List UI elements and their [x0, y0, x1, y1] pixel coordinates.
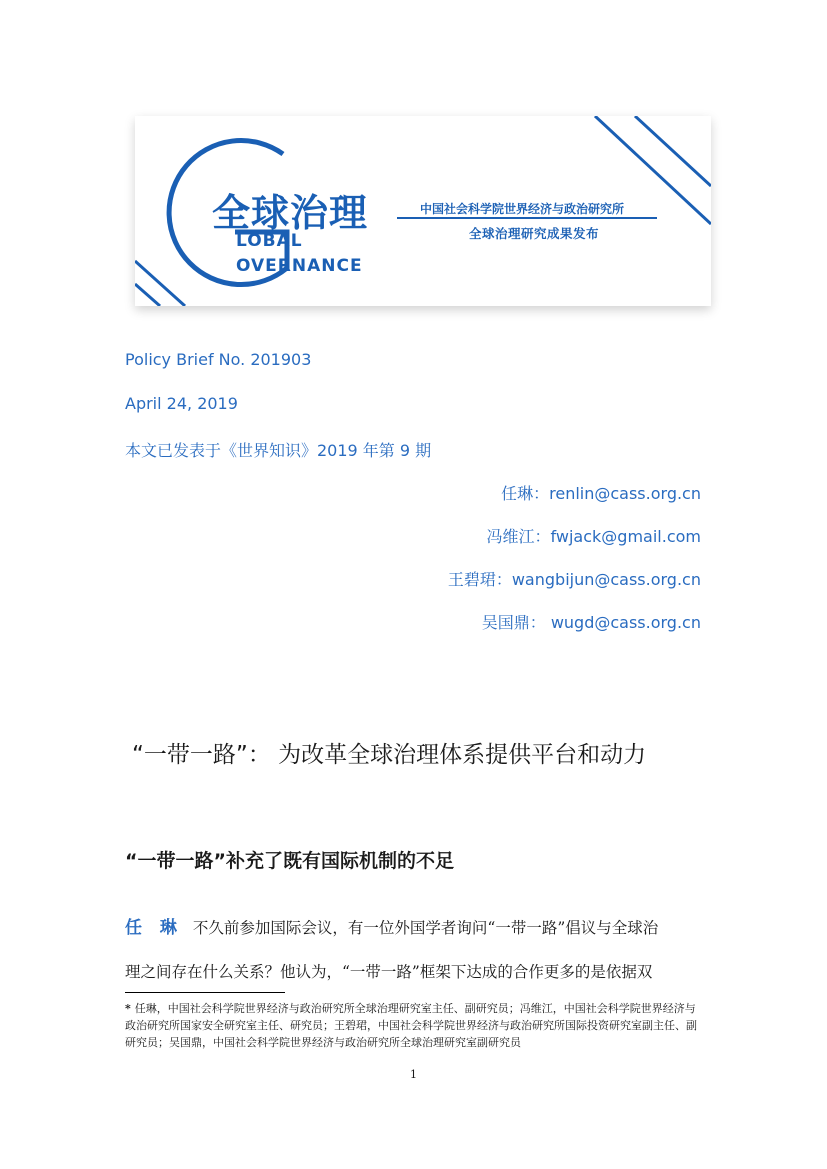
body-text: 不久前参加国际会议，有一位外国学者询问“一带一路”倡议与全球治	[192, 919, 659, 937]
author-contact: 王碧珺：wangbijun@cass.org.cn	[447, 570, 701, 589]
bottom-left-diagonal-1	[135, 261, 185, 306]
publication-date: April 24, 2019	[125, 394, 238, 413]
body-paragraph-line	[125, 913, 701, 938]
main-title: “一带一路”： 为改革全球治理体系提供平台和动力	[132, 742, 647, 768]
author-contact: 任琳：renlin@cass.org.cn	[501, 484, 701, 503]
footnote-rule	[125, 992, 285, 993]
body-text: 理之间存在什么关系？他认为，“一带一路”框架下达成的合作更多的是依据双	[125, 963, 653, 981]
global-word: LOBAL	[236, 231, 303, 251]
institute-name: 中国社会科学院世界经济与政治研究所	[420, 202, 625, 216]
footnote-mark: *	[125, 1002, 131, 1015]
footnote	[125, 1000, 703, 1051]
footnote-text: 任琳，中国社会科学院世界经济与政治研究所全球治理研究室主任、副研究员；冯维江，中国社会科学院世界经济与政治研究所国家安全研究室主任、研究员；王碧珺，中国社会科学院世界经济与政治研究所国际投资研究室副主任、副研究员；吴国鼎，中国社会科学院世界经济与政治研究所全球治理研究室副研究员	[125, 1002, 697, 1049]
banner-cn-title: 全球治理	[212, 191, 369, 235]
governance-word: OVERNANCE	[236, 256, 363, 276]
section-title: “一带一路”补充了既有国际机制的不足	[125, 850, 454, 872]
author-contact: 冯维江：fwjack@gmail.com	[486, 527, 701, 546]
page-number: 1	[410, 1068, 417, 1081]
published-in: 本文已发表于《世界知识》2019 年第 9 期	[125, 441, 432, 460]
top-right-diagonal-2	[635, 116, 711, 186]
body-author-tag: 任 琳	[125, 918, 183, 938]
header-banner	[135, 116, 711, 306]
institute-rule	[397, 217, 657, 219]
banner-subtitle: 全球治理研究成果发布	[469, 226, 600, 241]
bottom-left-diagonal-2	[135, 284, 160, 306]
body-paragraph-line	[125, 960, 701, 982]
policy-brief-number: Policy Brief No. 201903	[125, 350, 312, 369]
author-contact: 吴国鼎： wugd@cass.org.cn	[481, 613, 701, 632]
